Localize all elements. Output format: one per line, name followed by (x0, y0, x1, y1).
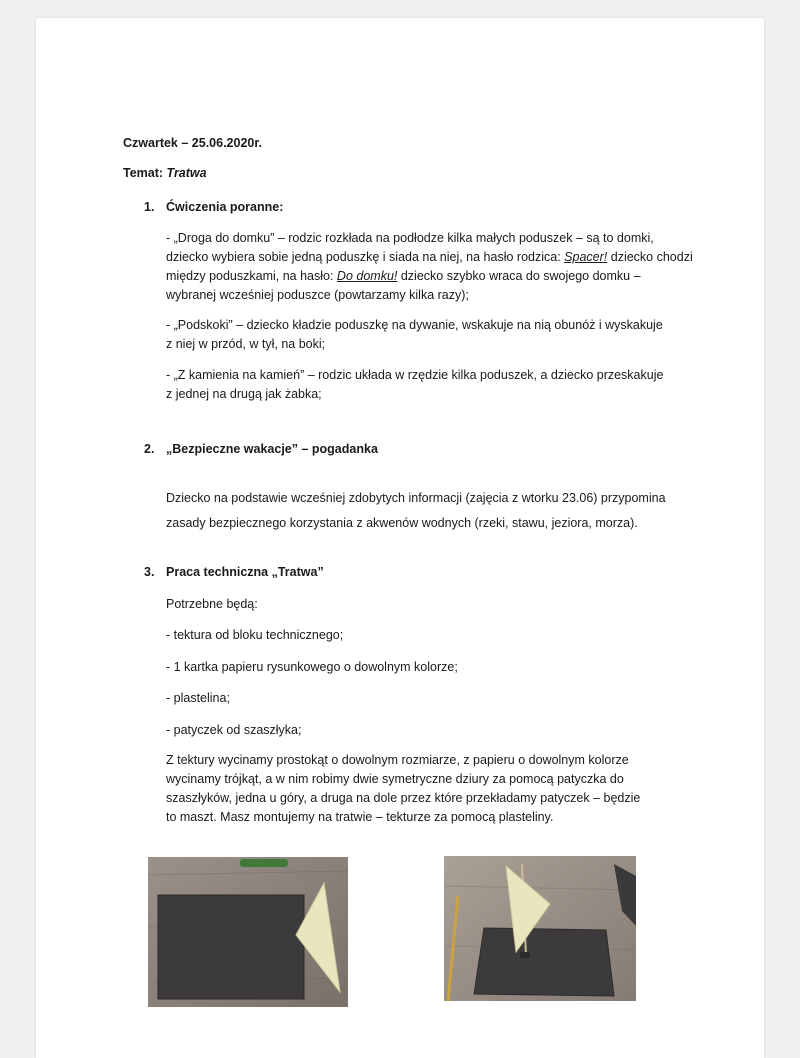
exercise-1-line-3-text: między poduszkami, na hasło: (166, 269, 337, 283)
exercise-2-line-2: z niej w przód, w tył, na boki; (166, 337, 326, 351)
section-3-number: 3. (144, 565, 155, 579)
section-1-title: Ćwiczenia poranne: (166, 200, 284, 214)
spacer-command: Spacer! (564, 250, 608, 264)
materials-photo-graphic (148, 857, 348, 1007)
instructions-line-4: to maszt. Masz montujemy na tratwie – tekturze za pomocą plasteliny. (166, 810, 554, 824)
exercise-1-line-3-tail: dziecko szybko wraca do swojego domku – (397, 269, 641, 283)
materials-photo (148, 857, 348, 1007)
material-item-paper: - 1 kartka papieru rysunkowego o dowolnym kolorze; (166, 660, 458, 674)
instructions-line-3: szaszłyków, jedna u góry, a druga na dole przez które przekładamy patyczek – będzie (166, 791, 641, 805)
topic-label: Temat: (123, 166, 167, 180)
date-heading (123, 134, 262, 153)
exercise-2-line-1: - „Podskoki” – dziecko kładzie poduszkę na dywanie, wskakuje na nią obunóż i wyskakuje (166, 318, 663, 332)
section-1-number: 1. (144, 200, 155, 214)
date-value: – 25.06.2020r. (177, 136, 262, 150)
exercise-1-line-3 (166, 267, 641, 286)
section-2-number: 2. (144, 442, 155, 456)
section-2-title: „Bezpieczne wakacje” – pogadanka (166, 442, 378, 456)
exercise-1-line-2-tail: dziecko chodzi (607, 250, 693, 264)
exercise-3-line-1: - „Z kamienia na kamień” – rodzic układa w rzędzie kilka poduszek, a dziecko przeskakuje (166, 368, 664, 382)
instructions-line-2: wycinamy trójkąt, a w nim robimy dwie symetryczne dziury za pomocą patyczka do (166, 772, 624, 786)
material-item-plasticine: - plastelina; (166, 691, 230, 705)
section-2-line-2: zasady bezpiecznego korzystania z akwenów wodnych (rzeki, stawu, jeziora, morza). (166, 516, 638, 530)
home-command: Do domku! (336, 269, 398, 283)
exercise-1-line-1: - „Droga do domku” – rodzic rozkłada na podłodze kilka małych poduszek – są to domki, (166, 231, 654, 245)
exercise-1-line-4: wybranej wcześniej poduszce (powtarzamy kilka razy); (166, 288, 469, 302)
material-item-skewer: - patyczek od szaszłyka; (166, 723, 302, 737)
finished-raft-graphic (444, 856, 636, 1001)
section-3-title: Praca techniczna „Tratwa” (166, 565, 324, 579)
finished-raft-photo (444, 856, 636, 1001)
document-page (36, 18, 764, 1058)
instructions-line-1: Z tektury wycinamy prostokąt o dowolnym rozmiarze, z papieru o dowolnym kolorze (166, 753, 629, 767)
exercise-1-line-2-text: dziecko wybiera sobie jedną poduszkę i siada na niej, na hasło rodzica: (166, 250, 565, 264)
material-item-cardboard: - tektura od bloku technicznego; (166, 628, 344, 642)
topic-value: Tratwa (166, 166, 207, 180)
day-label: Czwartek (123, 136, 178, 150)
section-2-line-1: Dziecko na podstawie wcześniej zdobytych informacji (zajęcia z wtorku 23.06) przypomina (166, 491, 666, 505)
materials-heading: Potrzebne będą: (166, 597, 258, 611)
exercise-3-line-2: z jednej na drugą jak żabka; (166, 387, 322, 401)
exercise-1-line-2 (166, 248, 693, 267)
topic-heading (123, 164, 207, 183)
